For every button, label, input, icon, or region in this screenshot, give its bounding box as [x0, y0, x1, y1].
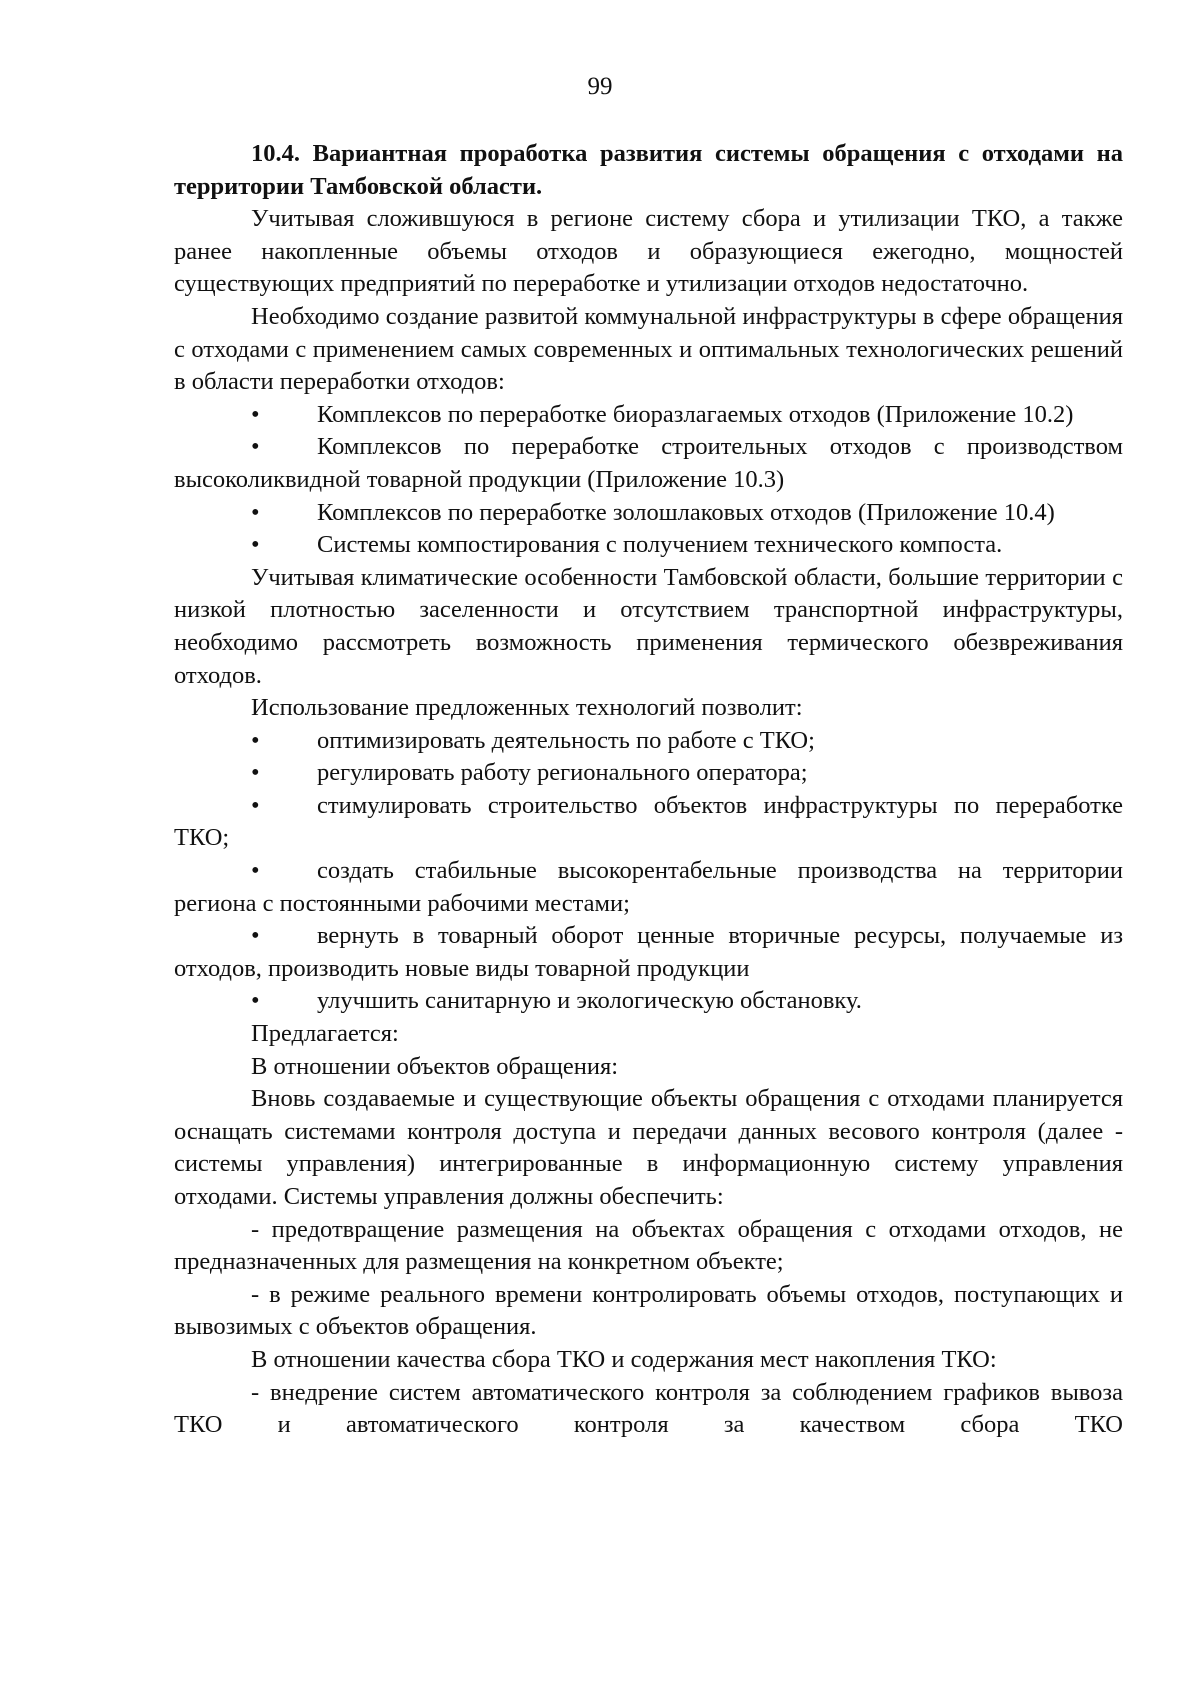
bullet-text: стимулировать строительство объектов инфраструктуры по переработке ТКО;	[174, 791, 1123, 852]
paragraph: Предлагается:	[251, 1020, 399, 1048]
bullet-item	[174, 399, 1123, 432]
paragraph: Необходимо создание развитой коммунальной инфраструктуры в сфере обращения с отходами с применением самых современных и оптимальных технологических решений в области переработки отходов:	[174, 302, 1123, 396]
paragraph: - внедрение систем автоматического контроля за соблюдением графиков вывоза ТКО и автоматического контроля за качеством сбора ТКО	[174, 1378, 1123, 1439]
bullet-text: Комплексов по переработке биоразлагаемых отходов (Приложение 10.2)	[317, 400, 1074, 428]
document-paragraphs	[174, 203, 1123, 1442]
paragraph: - в режиме реального времени контролировать объемы отходов, поступающих и вывозимых с объектов обращения.	[174, 1280, 1123, 1341]
bullet-item	[174, 529, 1123, 562]
bullet-icon: •	[251, 726, 260, 754]
bullet-item	[174, 855, 1123, 920]
page-number: 99	[587, 73, 613, 100]
bullet-text: улучшить санитарную и экологическую обстановку.	[317, 987, 862, 1015]
bullet-item	[174, 431, 1123, 496]
bullet-icon: •	[251, 400, 260, 428]
bullet-text: Комплексов по переработке строительных отходов с производством высоколиквидной товарной продукции (Приложение 10.3)	[174, 433, 1123, 493]
bullet-text: Комплексов по переработке золошлаковых отходов (Приложение 10.4)	[317, 498, 1055, 526]
paragraph: Учитывая климатические особенности Тамбовской области, большие территории с низкой плотностью заселенности и отсутствием транспортной инфраструктуры, необходимо рассмотреть возможность применения термического обезвреживания отходов.	[174, 563, 1123, 689]
bullet-icon: •	[251, 791, 260, 819]
bullet-icon: •	[251, 759, 260, 787]
bullet-item	[174, 985, 1123, 1018]
bullet-icon: •	[251, 498, 260, 526]
bullet-icon: •	[251, 433, 260, 461]
paragraph: Использование предложенных технологий позволит:	[251, 694, 803, 722]
paragraph: В отношении объектов обращения:	[251, 1052, 619, 1080]
bullet-text: Системы компостирования с получением технического компоста.	[317, 531, 1003, 559]
bullet-text: оптимизировать деятельность по работе с ТКО;	[317, 726, 815, 754]
bullet-icon: •	[251, 987, 260, 1015]
bullet-text: регулировать работу регионального оператора;	[317, 759, 808, 787]
bullet-item	[174, 920, 1123, 985]
bullet-item	[174, 725, 1123, 758]
paragraph: Учитывая сложившуюся в регионе систему сбора и утилизации ТКО, а также ранее накопленные объемы отходов и образующиеся ежегодно, мощностей существующих предприятий по переработке и утилизации отходов недостаточно.	[174, 205, 1123, 298]
document-body	[174, 138, 1123, 1442]
bullet-item	[174, 497, 1123, 530]
section-heading: 10.4. Вариантная проработка развития системы обращения с отходами на территории Тамбовской области.	[174, 140, 1123, 200]
bullet-item	[174, 790, 1123, 855]
bullet-icon: •	[251, 922, 260, 950]
paragraph: В отношении качества сбора ТКО и содержания мест накопления ТКО:	[251, 1345, 997, 1373]
bullet-text: создать стабильные высокорентабельные производства на территории региона с постоянными рабочими местами;	[174, 857, 1123, 917]
paragraph: Вновь создаваемые и существующие объекты обращения с отходами планируется оснащать системами контроля доступа и передачи данных весового контроля (далее - системы управления) интегрированные в информационную систему управления отходами. Системы управления должны обеспечить:	[174, 1085, 1123, 1210]
bullet-text: вернуть в товарный оборот ценные вторичные ресурсы, получаемые из отходов, производить новые виды товарной продукции	[174, 922, 1123, 982]
bullet-icon: •	[251, 857, 260, 885]
paragraph: - предотвращение размещения на объектах обращения с отходами отходов, не предназначенных для размещения на конкретном объекте;	[174, 1215, 1123, 1276]
bullet-icon: •	[251, 531, 260, 559]
bullet-item	[174, 757, 1123, 790]
